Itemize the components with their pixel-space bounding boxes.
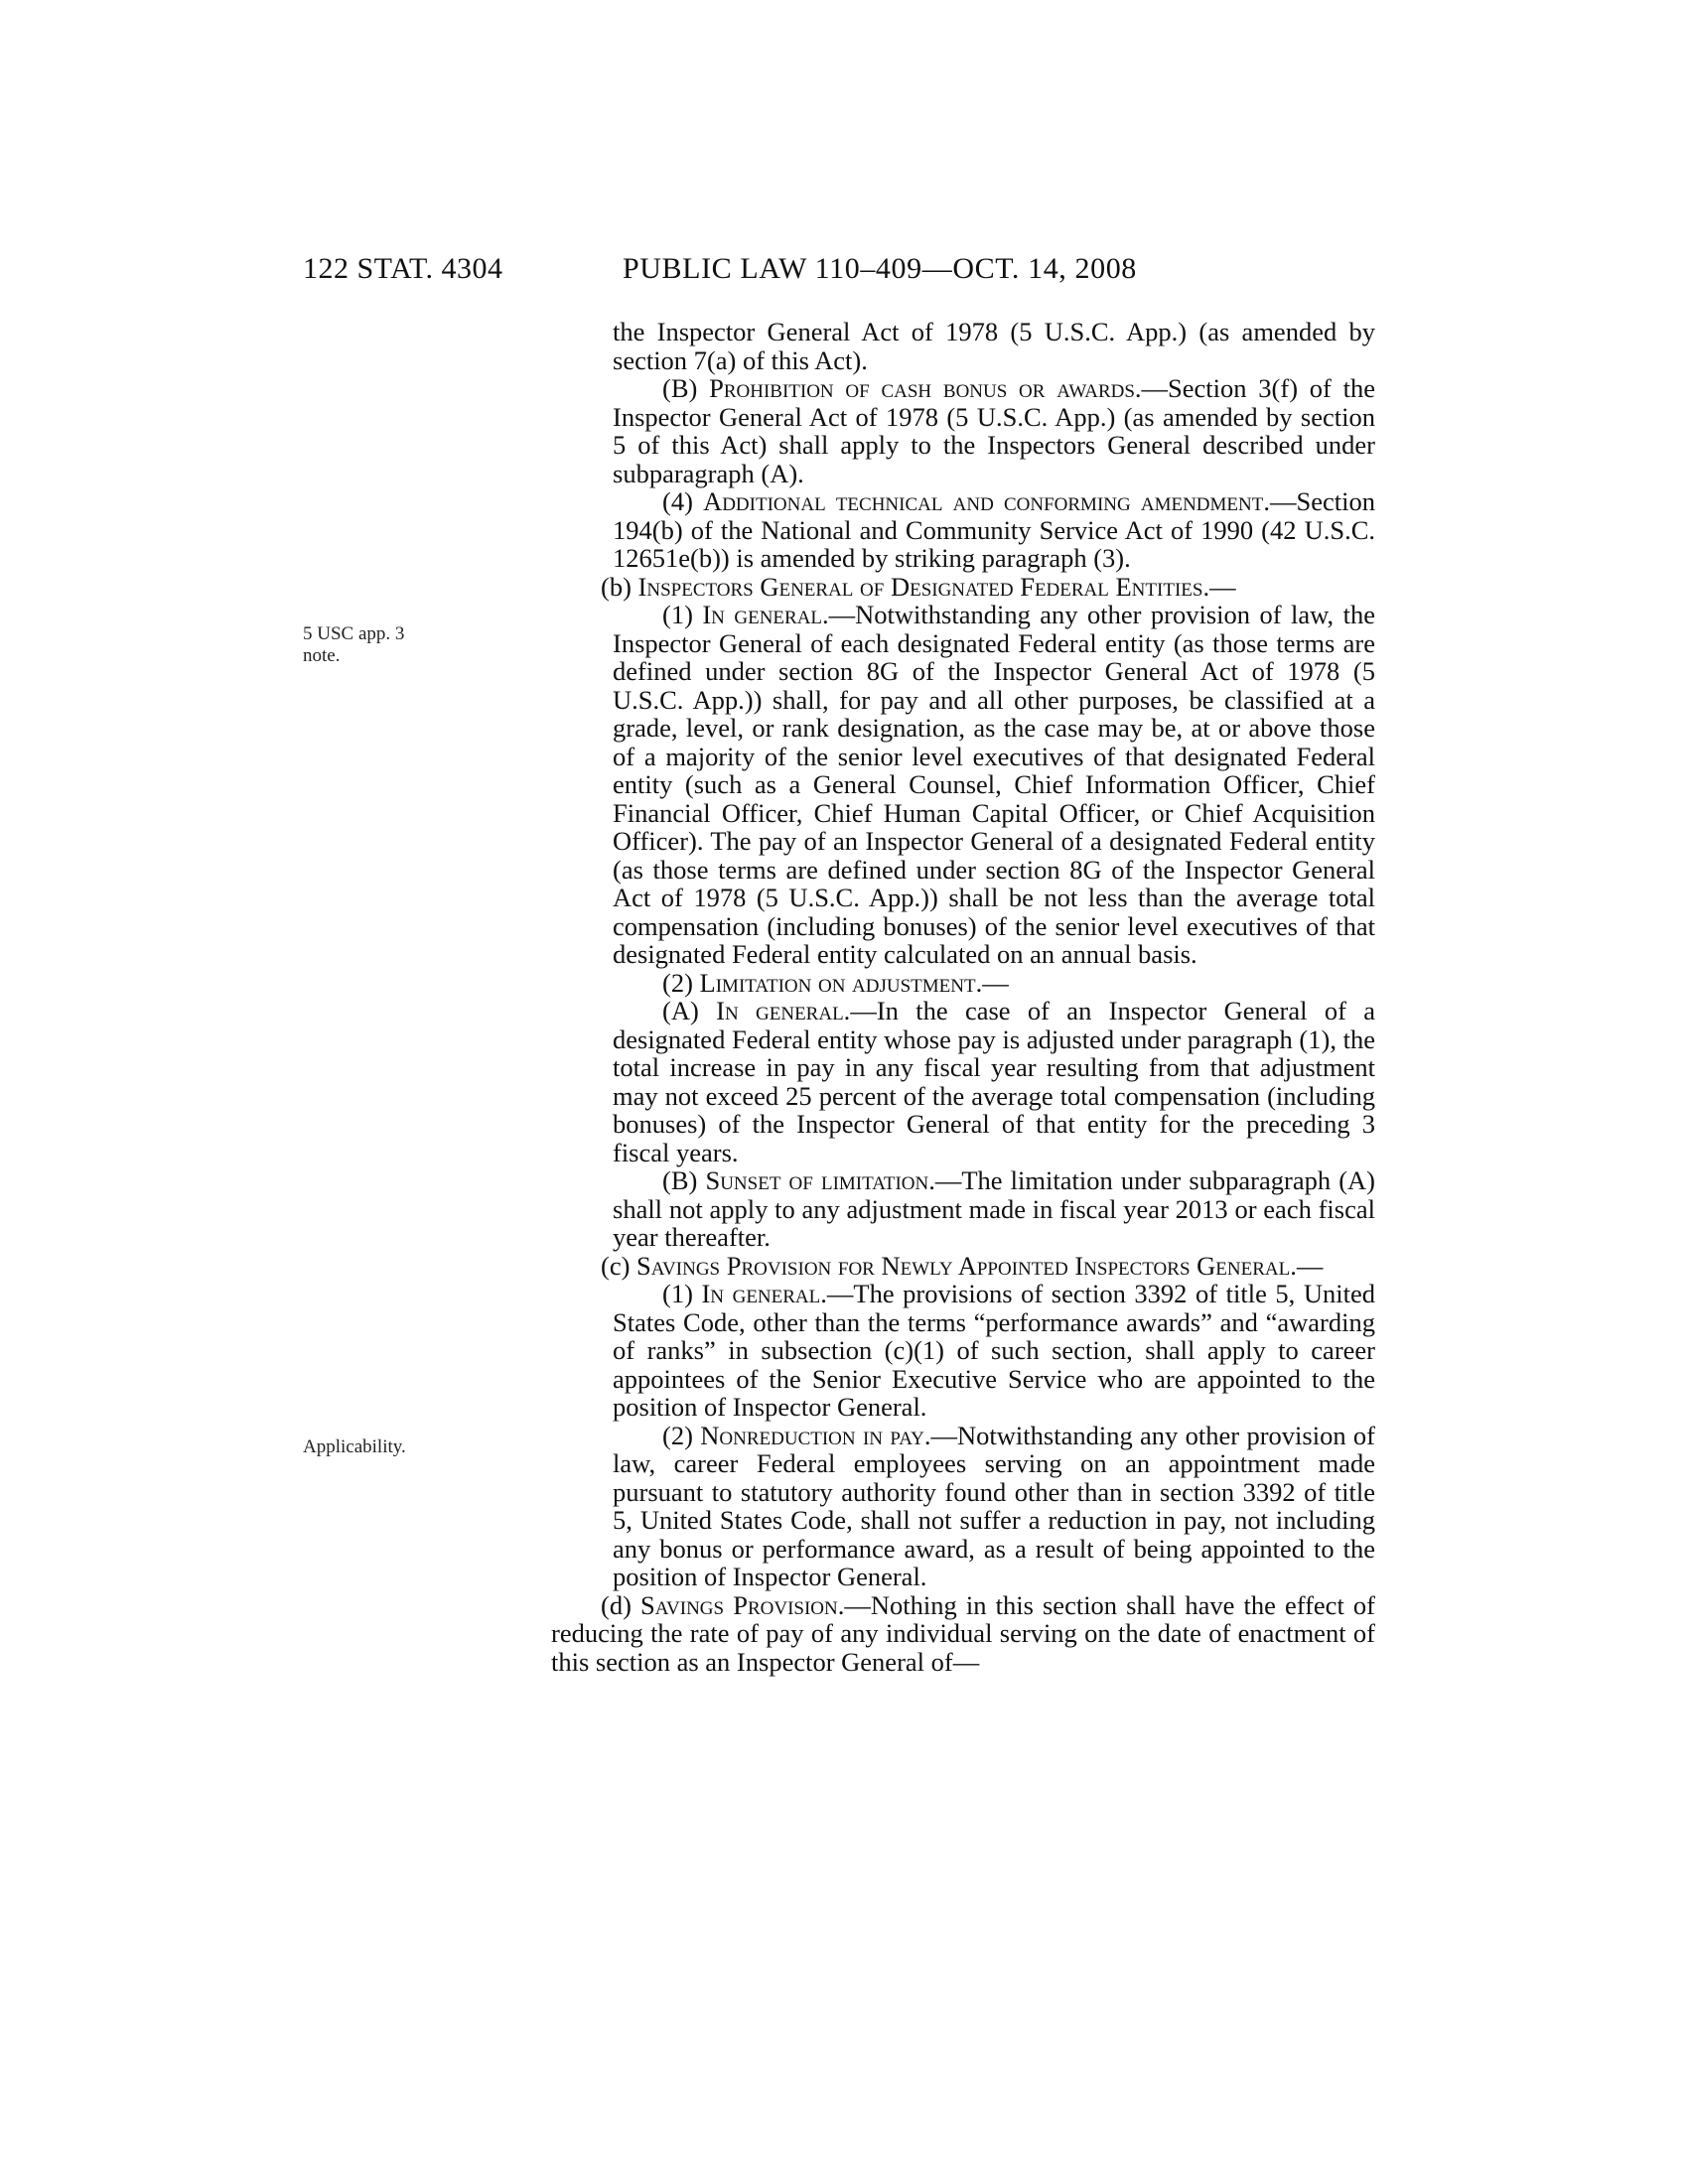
subparagraph-b2B-sunset: (B) Sunset of limitation.—The limitation under subparagraph (A) shall not apply to any adjustment made in fiscal year 2013 or each fiscal year thereafter. <box>613 1165 1376 1252</box>
subsection-c-heading: (c) Savings Provision for Newly Appointed Inspectors General.— <box>601 1250 1324 1281</box>
heading-in-general: In general. <box>716 996 851 1025</box>
subsection-d-savings: (d) Savings Provision.—Nothing in this section shall have the effect of reducing the rate of pay of any individual serving on the date of enactment of this section as an Inspector General of— <box>551 1589 1376 1677</box>
heading-cash-bonus: Prohibition of cash bonus or awards. <box>709 373 1142 403</box>
heading-savings-newly-appointed: Savings Provision for Newly Appointed Inspectors General. <box>636 1250 1297 1281</box>
paragraph-c2-nonreduction: (2) Nonreduction in pay.—Notwithstanding any other provision of law, career Federal employees serving on an appointment made pursuant to statutory authority found other than in section 3392 of title 5, United States Code, shall not suffer a reduction in pay, not including any bonus or performance award, as a result of being appointed to the position of Inspector General. <box>613 1420 1376 1591</box>
subparagraph-B-cash-bonus: (B) Prohibition of cash bonus or awards.—Section 3(f) of the Inspector General Act of 1978 (5 U.S.C. App.) (as amended by section 5 of this Act) shall apply to the Inspectors General described under subparagraph (A). <box>613 373 1375 488</box>
paragraph-b2-limitation: (2) Limitation on adjustment.— <box>662 967 1009 998</box>
heading-technical-amendment: Additional technical and conforming amendment. <box>703 486 1270 516</box>
heading-designated-entities: Inspectors General of Designated Federal Entities. <box>637 571 1210 602</box>
page-header <box>303 248 1375 290</box>
statute-reference: 122 STAT. 4304 <box>303 252 503 285</box>
heading-nonreduction: Nonreduction in pay. <box>700 1420 931 1450</box>
paragraph-b1-in-general: (1) In general.—Notwithstanding any other provision of law, the Inspector General of each designated Federal entity (as those terms are defined under section 8G of the Inspector General Act of 1978 (5 U.S.C. App.)) shall, for pay and all other purposes, be classified at a grade, level, or rank designation, as the case may be, at or above those of a majority of the senior level executives of that designated Federal entity (such as a General Counsel, Chief Information Officer, Chief Financial Officer, Chief Human Capital Officer, or Chief Acquisition Officer). The pay of an Inspector General of a designated Federal entity (as those terms are defined under section 8G of the Inspector General Act of 1978 (5 U.S.C. App.)) shall be not less than the average total compensation (including bonuses) of the senior level executives of that designated Federal entity calculated on an annual basis. <box>613 600 1375 969</box>
margin-note-applicability: Applicability. <box>303 1436 406 1457</box>
paragraph-c1-in-general: (1) In general.—The provisions of section 3392 of title 5, United States Code, other than the terms “performance awards” and “awarding of ranks” in subsection (c)(1) of such section, shall apply to career appointees of the Senior Executive Service who are appointed to the position of Inspector General. <box>613 1279 1376 1422</box>
margin-note-usc-line2: note. <box>303 645 341 666</box>
paragraph-4-technical-amendment: (4) Additional technical and conforming amendment.—Section 194(b) of the National and Community Service Act of 1990 (42 U.S.C. 12651e(b)) is amended by striking paragraph (3). <box>613 486 1375 573</box>
statute-body <box>551 318 1375 1676</box>
heading-sunset: Sunset of limitation. <box>705 1165 935 1195</box>
heading-savings-provision: Savings Provision. <box>640 1589 845 1620</box>
subparagraph-b2A-in-general: (A) In general.—In the case of an Inspector General of a designated Federal entity whose pay is adjusted under paragraph (1), the total increase in pay in any fiscal year resulting from that adjustment may not exceed 25 percent of the average total compensation (including bonuses) of the Inspector General of that entity for the preceding 3 fiscal years. <box>613 996 1375 1167</box>
public-law-title: PUBLIC LAW 110–409—OCT. 14, 2008 <box>623 252 1137 285</box>
margin-note-usc-line1: 5 USC app. 3 <box>303 623 405 644</box>
heading-limitation: Limitation on adjustment. <box>699 967 983 998</box>
margin-note-usc <box>303 623 404 667</box>
subsection-b-heading: (b) Inspectors General of Designated Federal Entities.— <box>601 571 1236 602</box>
heading-in-general: In general. <box>702 600 829 629</box>
heading-in-general: In general. <box>701 1279 827 1308</box>
paragraph-continuation: the Inspector General Act of 1978 (5 U.S.C. App.) (as amended by section 7(a) of this Act). <box>613 317 1375 375</box>
